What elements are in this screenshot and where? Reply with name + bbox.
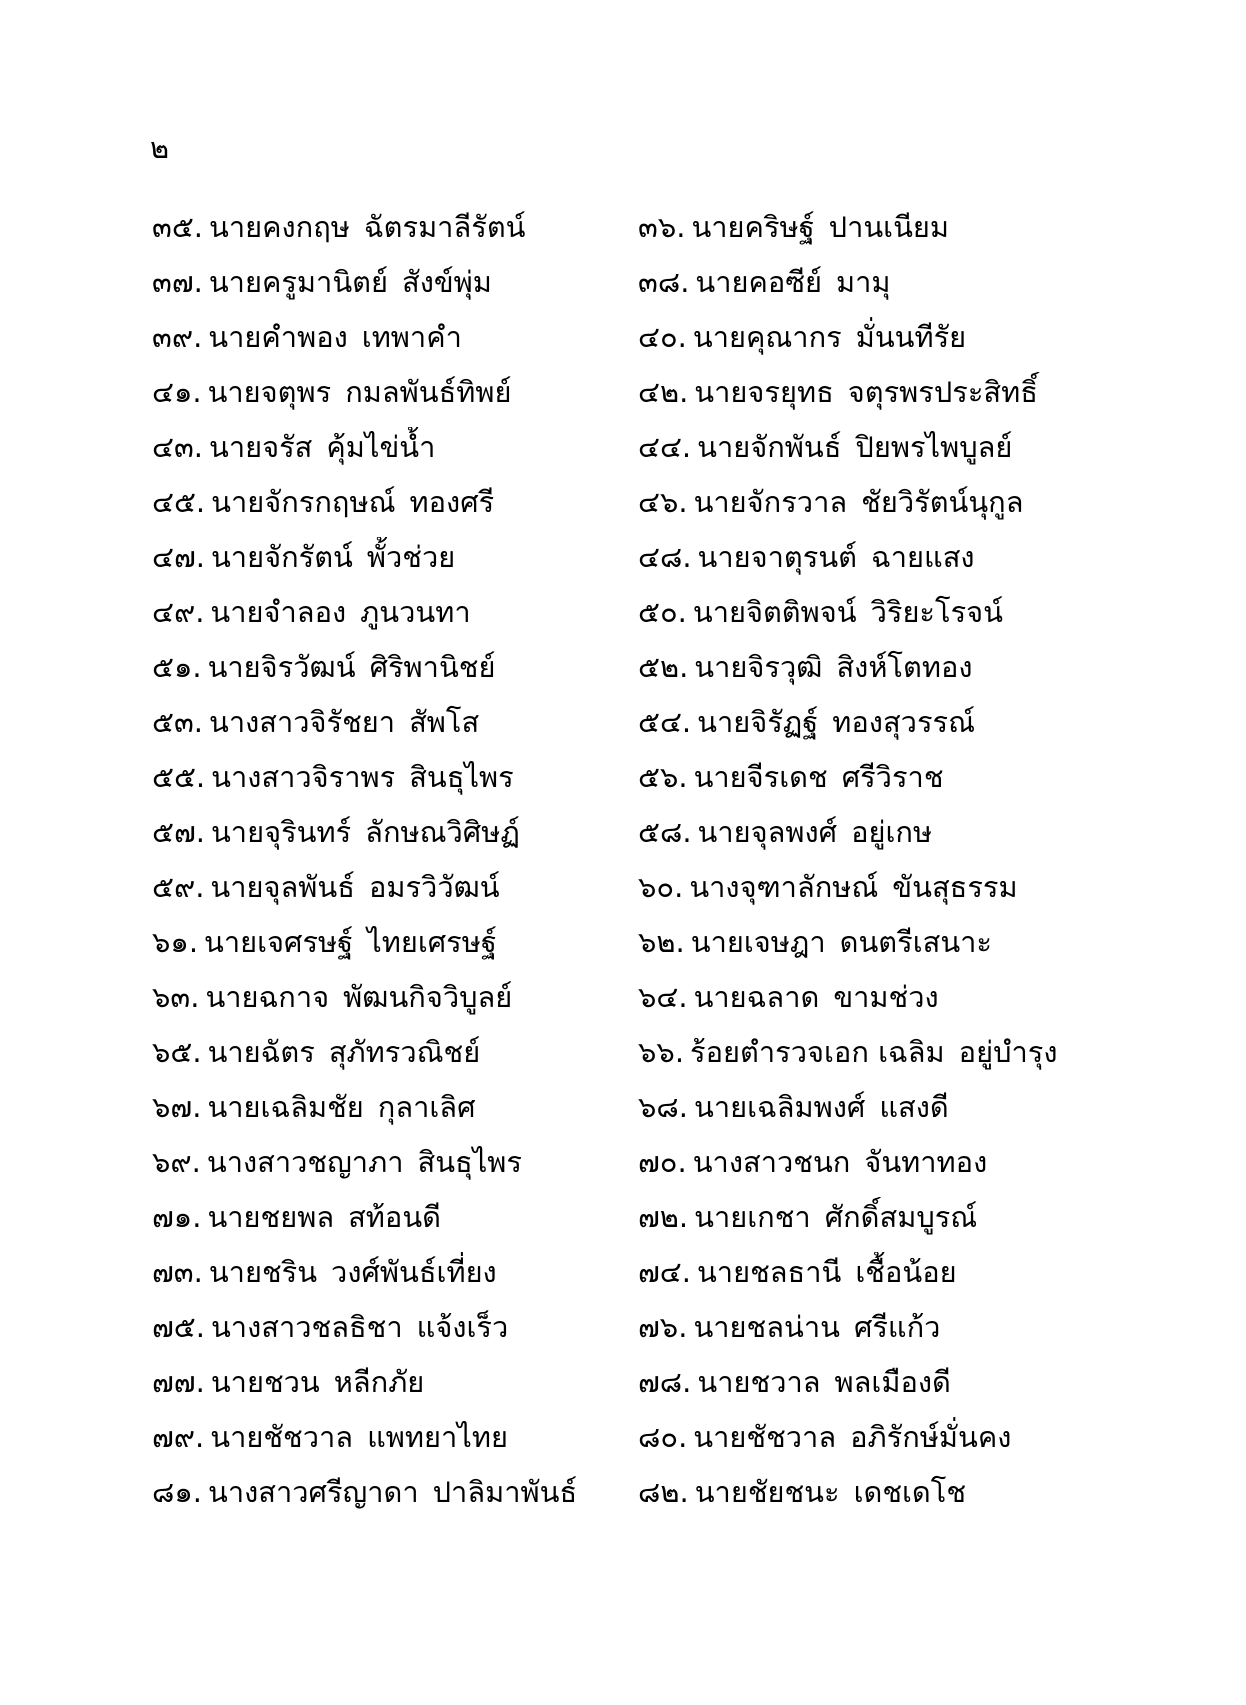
entry-given: นายฉัตร — [207, 1035, 315, 1069]
entry-given: นายคริษฐ์ — [691, 210, 815, 244]
entry-no: ๖๖. — [638, 1035, 685, 1069]
entry-no: ๕๒. — [638, 650, 689, 684]
entry-no: ๔๐. — [638, 320, 687, 354]
entry-surname: พัฒนกิจวิบูลย์ — [343, 980, 513, 1014]
entry-no: ๗๕. — [152, 1310, 205, 1344]
entry-no: ๖๓. — [152, 980, 200, 1014]
entry-no: ๗๘. — [638, 1365, 692, 1399]
entry-surname: อมรวิวัฒน์ — [368, 870, 500, 904]
list-item — [152, 977, 638, 1032]
entry-surname: กุลาเลิศ — [377, 1090, 476, 1124]
entry-surname: พั้วช่วย — [366, 540, 456, 574]
entry-surname: ปิยพรไพบูลย์ — [855, 430, 1013, 464]
list-item — [152, 812, 638, 867]
list-item — [638, 867, 1152, 922]
list-item — [638, 1362, 1152, 1417]
entry-no: ๕๔. — [638, 705, 692, 739]
entry-no: ๖๘. — [638, 1090, 688, 1124]
entry-given: นายคำพอง — [208, 320, 348, 354]
list-item — [638, 1307, 1152, 1362]
entry-surname: ศรีแก้ว — [853, 1310, 941, 1344]
entry-no: ๔๘. — [638, 540, 692, 574]
entry-surname: ศักดิ์สมบูรณ์ — [824, 1200, 978, 1234]
entry-surname: แจ้งเร็ว — [416, 1310, 509, 1344]
list-item — [638, 372, 1152, 427]
list-item — [152, 1252, 638, 1307]
entry-no: ๕๗. — [152, 815, 205, 849]
entry-surname: อยู่เกษ — [851, 815, 933, 849]
list-item — [152, 207, 638, 262]
entry-no: ๖๕. — [152, 1035, 202, 1069]
list-item — [638, 482, 1152, 537]
entry-given: นายจิตติพจน์ — [692, 595, 857, 629]
list-item — [638, 207, 1152, 262]
entry-surname: กมลพันธ์ทิพย์ — [345, 375, 512, 409]
entry-surname: ไทยเศรษฐ์ — [367, 925, 497, 959]
entry-given: นายจักรวาล — [693, 485, 848, 519]
entry-no: ๗๐. — [638, 1145, 687, 1179]
list-item — [638, 1032, 1152, 1087]
list-item — [152, 482, 638, 537]
entry-given: นายชัยชนะ — [694, 1475, 840, 1509]
list-item — [152, 592, 638, 647]
entry-surname: คุ้มไข่น้ำ — [326, 430, 436, 464]
entry-no: ๖๐. — [638, 870, 684, 904]
entry-surname: เทพาคำ — [361, 320, 462, 354]
list-item — [152, 317, 638, 372]
entry-given: นายจิรวัฒน์ — [207, 650, 356, 684]
list-item — [152, 1307, 638, 1362]
entry-given: นายชลน่าน — [693, 1310, 840, 1344]
list-item — [638, 922, 1152, 977]
entry-no: ๓๗. — [152, 265, 203, 299]
entry-given: นางสาวชญาภา — [206, 1145, 404, 1179]
name-list — [152, 207, 1152, 1527]
entry-no: ๔๑. — [152, 375, 202, 409]
entry-no: ๔๙. — [152, 595, 205, 629]
entry-given: นายเจษฎา — [690, 925, 826, 959]
entry-no: ๗๑. — [152, 1200, 202, 1234]
entry-given: นายจักพันธ์ — [697, 430, 842, 464]
list-item — [638, 592, 1152, 647]
list-item — [152, 922, 638, 977]
entry-surname: ขันสุธรรม — [892, 870, 1018, 904]
entry-no: ๗๙. — [152, 1420, 205, 1454]
entry-given: นางสาวศรีญาดา — [208, 1475, 419, 1509]
entry-surname: พลเมืองดี — [834, 1365, 951, 1399]
entry-surname: แพทยาไทย — [367, 1420, 508, 1454]
entry-given: นายเฉลิมชัย — [207, 1090, 364, 1124]
entry-given: นายชัชวาล — [693, 1420, 837, 1454]
entry-given: นายชวน — [210, 1365, 320, 1399]
entry-given: นางสาวชนก — [692, 1145, 851, 1179]
list-item — [152, 1197, 638, 1252]
entry-no: ๔๔. — [638, 430, 692, 464]
entry-surname: ฉายแสง — [871, 540, 975, 574]
entry-no: ๖๑. — [152, 925, 199, 959]
list-item — [152, 1472, 638, 1527]
entry-no: ๔๗. — [152, 540, 205, 574]
list-item — [152, 867, 638, 922]
list-item — [638, 1197, 1152, 1252]
entry-given: นายจักรัตน์ — [210, 540, 353, 574]
entry-surname: สัพโส — [409, 705, 480, 739]
entry-no: ๓๙. — [152, 320, 203, 354]
entry-no: ๕๙. — [152, 870, 205, 904]
entry-no: ๓๖. — [638, 210, 686, 244]
list-item — [152, 1362, 638, 1417]
entry-surname: จันทาทอง — [864, 1145, 988, 1179]
list-item — [638, 262, 1152, 317]
entry-given: นายคุณากร — [692, 320, 842, 354]
entry-no: ๓๘. — [638, 265, 690, 299]
list-item — [638, 647, 1152, 702]
list-item — [638, 1472, 1152, 1527]
entry-given: นายคอซีย์ — [695, 265, 823, 299]
entry-given: นายเกชา — [694, 1200, 811, 1234]
entry-surname: สท้อนดี — [348, 1200, 441, 1234]
list-item — [152, 757, 638, 812]
entry-surname: มามุ — [836, 265, 891, 299]
entry-no: ๕๕. — [152, 760, 206, 794]
entry-surname: จตุรพรประสิทธิ์ — [847, 375, 1038, 409]
list-item — [152, 427, 638, 482]
entry-surname: ทองสุวรรณ์ — [832, 705, 975, 739]
entry-given: นายจุลพงศ์ — [697, 815, 838, 849]
list-item — [638, 1142, 1152, 1197]
entry-given: นายชลธานี — [696, 1255, 842, 1289]
entry-surname: ปานเนียม — [828, 210, 950, 244]
entry-surname: ขามช่วง — [833, 980, 939, 1014]
entry-given: นายจาตุรนต์ — [697, 540, 857, 574]
entry-given: นายฉกาจ — [205, 980, 330, 1014]
entry-surname: ภูนวนทา — [360, 595, 471, 629]
entry-surname: สังข์พุ่ม — [402, 265, 492, 299]
entry-given: นายคงกฤษ — [209, 210, 350, 244]
entry-given: นายจีรเดช — [693, 760, 828, 794]
list-item — [638, 1252, 1152, 1307]
entry-given: นางสาวชลธิชา — [210, 1310, 403, 1344]
entry-no: ๔๓. — [152, 430, 203, 464]
entry-no: ๖๒. — [638, 925, 685, 959]
entry-given: นายชยพล — [207, 1200, 335, 1234]
entry-no: ๘๐. — [638, 1420, 688, 1454]
entry-surname: ชัยวิรัตน์นุกูล — [861, 485, 1024, 519]
list-item — [638, 702, 1152, 757]
entry-surname: วงศ์พันธ์เที่ยง — [331, 1255, 497, 1289]
entry-given: นายจำลอง — [210, 595, 347, 629]
entry-no: ๗๔. — [638, 1255, 691, 1289]
entry-no: ๗๗. — [152, 1365, 205, 1399]
entry-no: ๘๑. — [152, 1475, 202, 1509]
list-item — [152, 1032, 638, 1087]
entry-surname: สิงห์โตทอง — [836, 650, 973, 684]
entry-surname: ศิริพานิชย์ — [369, 650, 496, 684]
entry-no: ๕๓. — [152, 705, 203, 739]
entry-no: ๕๐. — [638, 595, 687, 629]
entry-surname: อภิรักษ์มั่นคง — [850, 1420, 1012, 1454]
entry-no: ๖๙. — [152, 1145, 201, 1179]
entry-no: ๖๗. — [152, 1090, 202, 1124]
entry-surname: หลีกภัย — [333, 1365, 425, 1399]
list-item — [638, 757, 1152, 812]
list-item — [638, 812, 1152, 867]
entry-surname: ลักษณวิศิษฏ์ — [365, 815, 520, 849]
entry-surname: ทองศรี — [409, 485, 495, 519]
list-item — [638, 977, 1152, 1032]
entry-surname: วิริยะโรจน์ — [870, 595, 1003, 629]
page-number: ๒ — [150, 131, 170, 165]
entry-no: ๕๖. — [638, 760, 688, 794]
entry-given: ร้อยตำรวจเอก เฉลิม — [690, 1035, 945, 1069]
list-item — [152, 702, 638, 757]
entry-given: นายจิรัฏฐ์ — [697, 705, 819, 739]
list-item — [152, 537, 638, 592]
entry-surname: เดชเดโช — [853, 1475, 967, 1509]
entry-surname: สินธุไพร — [409, 760, 514, 794]
entry-given: นายจิรวุฒิ — [694, 650, 823, 684]
entry-given: นายชัชวาล — [210, 1420, 354, 1454]
entry-surname: ฉัตรมาลีรัตน์ — [363, 210, 526, 244]
entry-surname: สินธุไพร — [417, 1145, 523, 1179]
entry-no: ๕๑. — [152, 650, 202, 684]
entry-no: ๔๖. — [638, 485, 688, 519]
entry-given: นายชวาล — [697, 1365, 821, 1399]
entry-surname: อยู่บำรุง — [958, 1035, 1058, 1069]
entry-no: ๗๓. — [152, 1255, 203, 1289]
entry-no: ๔๕. — [152, 485, 206, 519]
entry-given: นางจุฑาลักษณ์ — [689, 870, 879, 904]
entry-given: นายจุรินทร์ — [210, 815, 352, 849]
entry-given: นายจรัส — [209, 430, 313, 464]
entry-surname: มั่นนทีรัย — [855, 320, 967, 354]
entry-surname: ปาลิมาพันธ์ — [432, 1475, 578, 1509]
entry-given: นายเจศรษฐ์ — [204, 925, 354, 959]
entry-given: นายจรยุทธ — [694, 375, 834, 409]
list-item — [152, 1142, 638, 1197]
entry-given: นางสาวจิรัชยา — [209, 705, 396, 739]
list-item — [638, 537, 1152, 592]
entry-given: นายชริน — [208, 1255, 318, 1289]
entry-no: ๔๒. — [638, 375, 689, 409]
entry-no: ๕๘. — [638, 815, 692, 849]
list-item — [638, 317, 1152, 372]
entry-no: ๗๒. — [638, 1200, 689, 1234]
entry-given: นายฉลาด — [693, 980, 820, 1014]
entry-given: นายครูมานิตย์ — [208, 265, 388, 299]
entry-given: นายจตุพร — [207, 375, 332, 409]
entry-given: นายเฉลิมพงศ์ — [694, 1090, 866, 1124]
entry-no: ๖๔. — [638, 980, 688, 1014]
entry-no: ๓๕. — [152, 210, 203, 244]
entry-given: นายจุลพันธ์ — [210, 870, 355, 904]
list-item — [152, 647, 638, 702]
entry-no: ๗๖. — [638, 1310, 688, 1344]
entry-no: ๘๒. — [638, 1475, 689, 1509]
entry-given: นางสาวจิราพร — [211, 760, 396, 794]
entry-surname: ศรีวิราช — [841, 760, 944, 794]
entry-surname: แสงดี — [879, 1090, 949, 1124]
list-item — [152, 372, 638, 427]
entry-surname: สุภัทรวณิชย์ — [328, 1035, 481, 1069]
list-item — [638, 1417, 1152, 1472]
entry-surname: เชื้อน้อย — [855, 1255, 957, 1289]
entry-given: นายจักรกฤษณ์ — [211, 485, 396, 519]
list-item — [152, 262, 638, 317]
entry-surname: ดนตรีเสนาะ — [839, 925, 993, 959]
list-item — [638, 427, 1152, 482]
list-item — [638, 1087, 1152, 1142]
list-item — [152, 1087, 638, 1142]
list-item — [152, 1417, 638, 1472]
